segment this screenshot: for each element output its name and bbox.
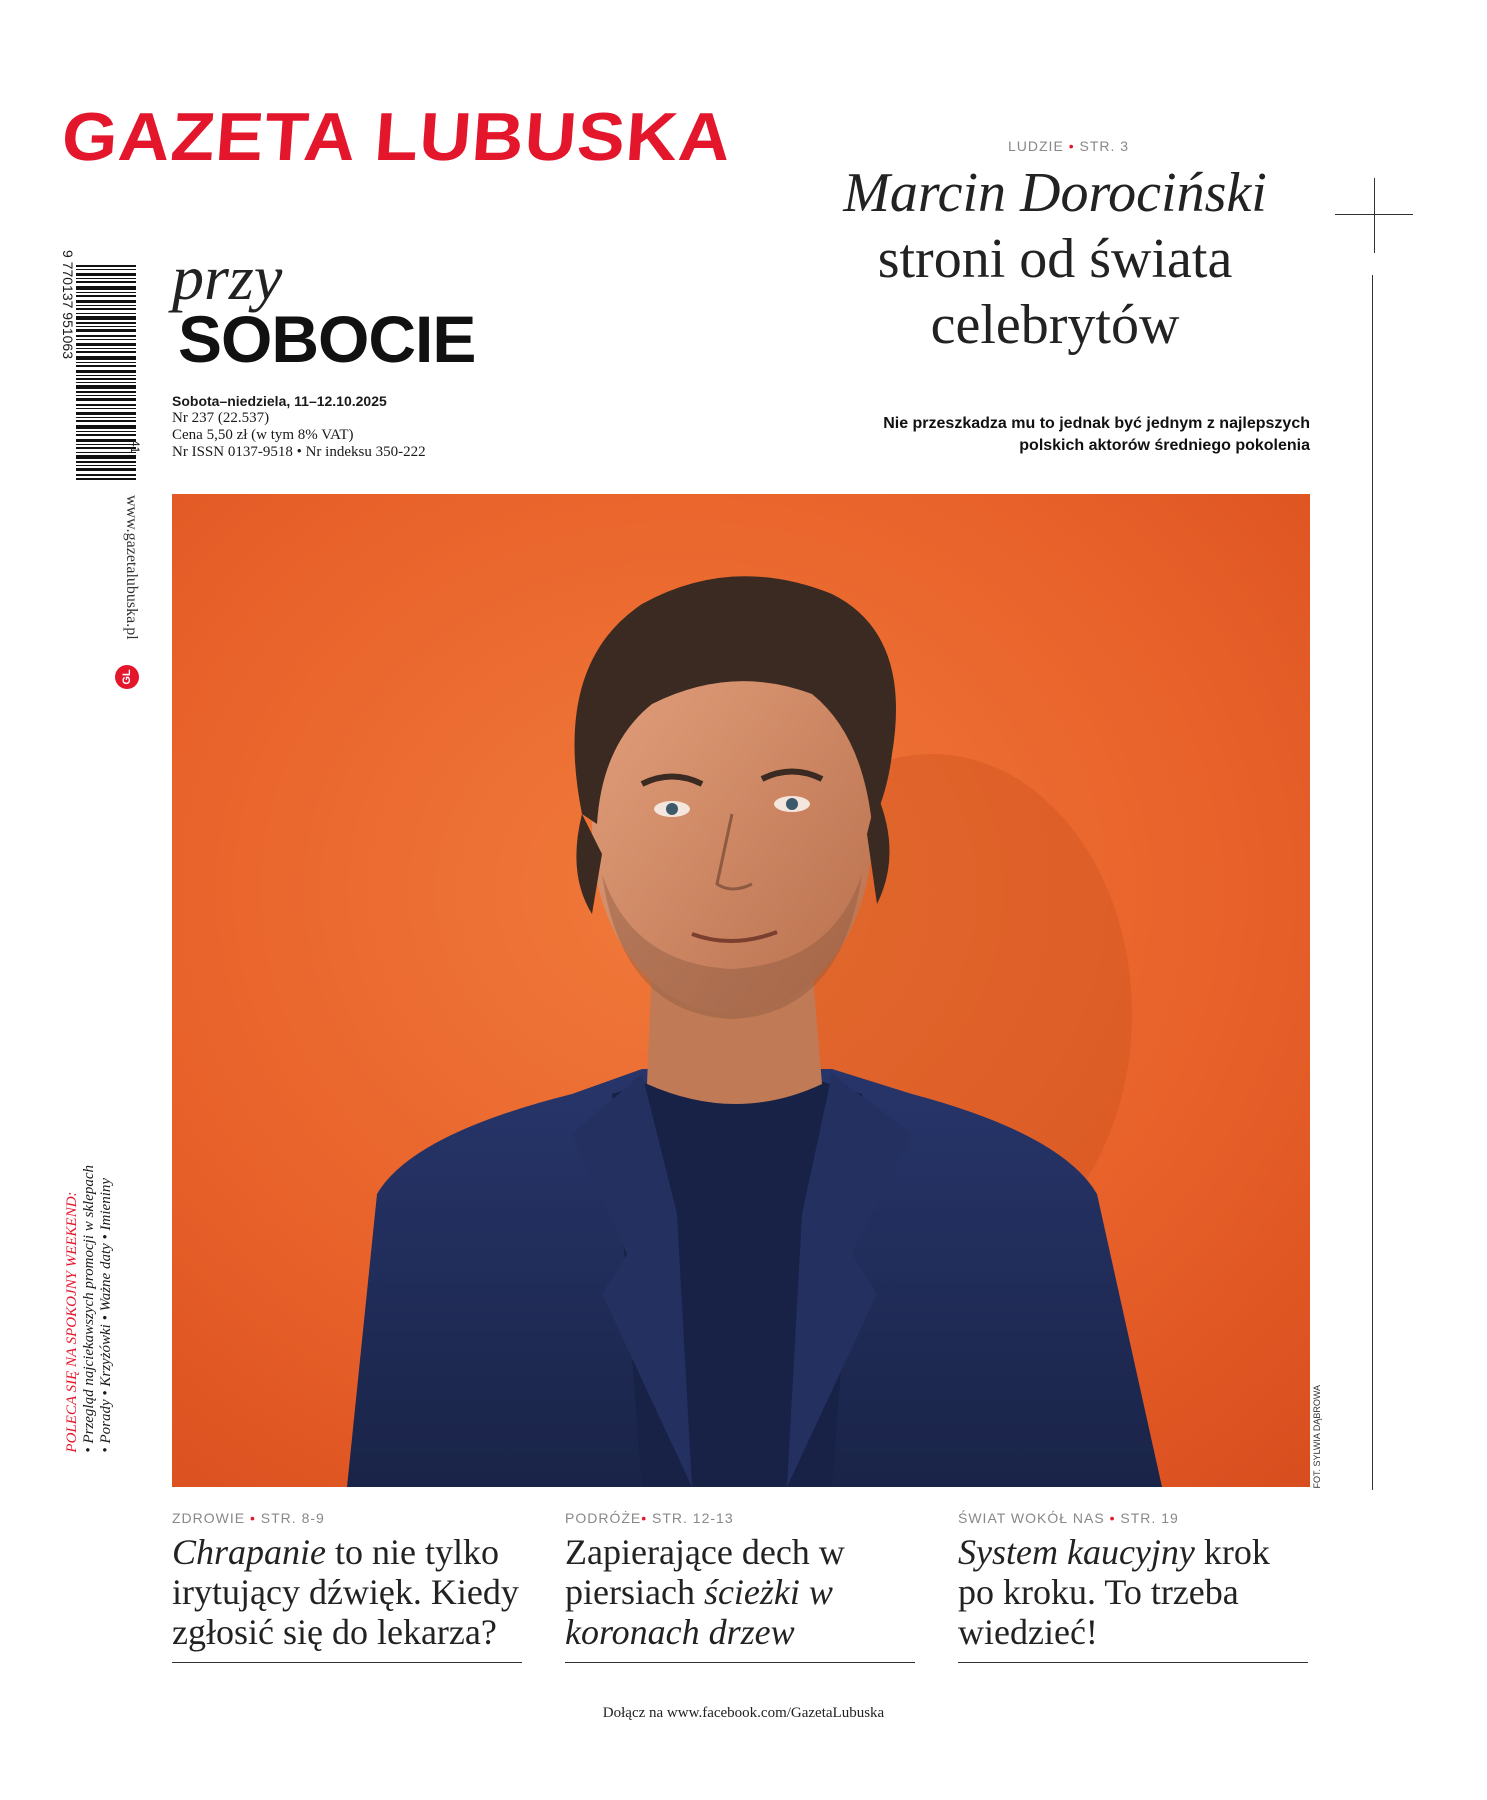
teaser-title-text: Zapierające dech w piersiach	[565, 1532, 845, 1612]
teaser-page: STR. 19	[1120, 1510, 1179, 1526]
website-url[interactable]: www.gazetalubuska.pl	[123, 495, 140, 640]
teaser-title-italic: Chrapanie	[172, 1532, 327, 1572]
teaser-title	[172, 1532, 522, 1652]
crop-mark	[1374, 178, 1375, 253]
teaser-underline	[958, 1662, 1308, 1663]
teaser-section: ZDROWIE	[172, 1510, 246, 1526]
edition-number: Nr 237 (22.537)	[172, 410, 270, 426]
teaser-underline	[565, 1662, 915, 1663]
edition-info	[172, 393, 426, 461]
teaser-page: STR. 12-13	[652, 1510, 734, 1526]
main-story-headline-line: celebrytów	[930, 294, 1180, 356]
teaser-world[interactable]	[958, 1510, 1308, 1663]
side-promo-heading: POLECA SIĘ NA SPOKOJNY WEEKEND:	[64, 1191, 80, 1453]
side-promo-line: • Przegląd najciekawszych promocji w sklepach	[81, 1165, 97, 1453]
teaser-section: PODRÓŻE	[565, 1510, 642, 1526]
main-story-page: STR. 3	[1079, 138, 1130, 154]
main-story-lead: Nie przeszkadza mu to jednak być jednym z najlepszych polskich aktorów średniego pokolenia	[883, 415, 1310, 454]
portrait-illustration	[172, 494, 1310, 1487]
photo-credit: FOT. SYLWIA DĄBROWA	[1312, 1385, 1322, 1489]
barcode-addon: 41	[128, 440, 142, 454]
edition-issn: Nr ISSN 0137-9518 • Nr indeksu 350-222	[172, 444, 426, 460]
teaser-title	[958, 1532, 1308, 1652]
gl-logo-badge: GL	[115, 665, 139, 689]
teaser-kicker	[565, 1510, 915, 1526]
main-story-section: LUDZIE	[1008, 138, 1064, 154]
bullet-icon: •	[250, 1510, 256, 1526]
teaser-kicker	[958, 1510, 1308, 1526]
teaser-page: STR. 8-9	[260, 1510, 325, 1526]
footer-facebook-link[interactable]: Dołącz na www.facebook.com/GazetaLubuska	[602, 1705, 885, 1721]
bullet-icon: •	[641, 1510, 648, 1526]
supplement-logo-sobocie: SOBOCIE	[178, 302, 476, 376]
teaser-title-italic: System kaucyjny	[958, 1532, 1195, 1572]
teaser-health[interactable]	[172, 1510, 522, 1663]
side-promo-line: • Porady • Krzyżówki • Ważne daty • Imieniny	[98, 1177, 114, 1453]
teaser-title-italic: ścieżki w koronach drzew	[565, 1572, 833, 1652]
cover-photo	[172, 494, 1310, 1487]
edition-date: Sobota–niedziela, 11–12.10.2025	[172, 393, 387, 409]
masthead-logo: GAZETA LUBUSKA	[59, 99, 735, 175]
teaser-title-text: to nie tylko irytujący dźwięk. Kiedy zgłosić się do lekarza?	[172, 1532, 519, 1652]
teaser-travel[interactable]	[565, 1510, 915, 1663]
main-story-headline-name: Marcin Dorociński	[843, 162, 1267, 224]
barcode-digits: 9 770137 951063	[60, 250, 76, 359]
main-story-kicker	[1008, 138, 1129, 154]
teaser-kicker	[172, 1510, 522, 1526]
side-promo	[64, 1165, 115, 1453]
teaser-title	[565, 1532, 915, 1652]
main-story-headline[interactable]	[820, 160, 1290, 358]
supplement-logo-przy: przy	[172, 242, 283, 313]
bullet-icon: •	[1109, 1510, 1116, 1526]
teaser-title-text: krok po kroku. To trzeba wiedzieć!	[958, 1532, 1270, 1652]
edition-price: Cena 5,50 zł (w tym 8% VAT)	[172, 427, 354, 443]
main-story-headline-line: stroni od świata	[877, 228, 1233, 290]
bullet-icon: •	[1068, 138, 1075, 154]
teaser-section: ŚWIAT WOKÓŁ NAS	[958, 1510, 1105, 1526]
teaser-underline	[172, 1662, 522, 1663]
vertical-rule	[1372, 275, 1373, 1490]
